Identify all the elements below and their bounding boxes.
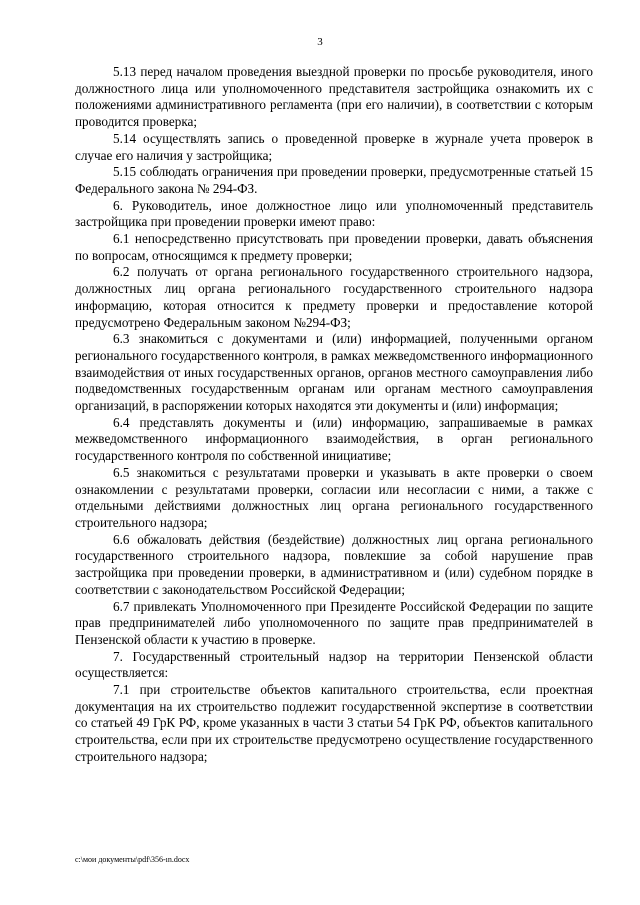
paragraph-6-5: 6.5 знакомиться с результатами проверки и указывать в акте проверки о своем ознакомлении с результатами проверки, согласии или несогласии с ними, а также с отдельными действиями должностных лиц органа регионального государственного строительного надзора; [75,464,593,530]
paragraph-6-4: 6.4 представлять документы и (или) информацию, запрашиваемые в рамках межведомственного информационного взаимодействия, в орган регионального государственного контроля по собственной инициативе; [75,414,593,464]
paragraph-6: 6. Руководитель, иное должностное лицо или уполномоченный представитель застройщика при проведении проверки имеют право: [75,197,593,230]
paragraph-6-3: 6.3 знакомиться с документами и (или) информацией, полученными органом регионального государственного контроля, в рамках межведомственного информационного взаимодействия от иных государственных органов, органов местного самоуправления либо подведомственных государственным органам или органам местного самоуправления организаций, в распоряжении которых находятся эти документы и (или) информация; [75,331,593,414]
paragraph-7-1: 7.1 при строительстве объектов капитального строительства, если проектная документация на их строительство подлежит государственной экспертизе в соответствии со статьей 49 ГрК РФ, кроме указанных в части 3 статьи 54 ГрК РФ, объектов капитального строительства, если при их строительстве предусмотрено осуществление государственного строительного надзора; [75,682,593,764]
paragraph-6-1: 6.1 непосредственно присутствовать при проведении проверки, давать объяснения по вопросам, относящимся к предмету проверки; [75,231,593,263]
paragraph-6-7: 6.7 привлекать Уполномоченного при Президенте Российской Федерации по защите прав предпринимателей либо уполномоченного по защите прав предпринимателей в Пензенской области к участию в проверке. [75,598,593,647]
paragraph-7: 7. Государственный строительный надзор на территории Пензенской области осуществляется: [75,648,593,681]
page-number: 3 [317,36,323,48]
paragraph-5-15: 5.15 соблюдать ограничения при проведении проверки, предусмотренные статьей 15 Федерального закона № 294-ФЗ. [75,164,593,196]
paragraph-6-6: 6.6 обжаловать действия (бездействие) должностных лиц органа регионального государственного строительного надзора, повлекшие за собой нарушение прав застройщика при проведении проверки, в административном и (или) судебном порядке в соответствии с законодательством Российской Федерации; [75,531,593,597]
paragraph-5-13: 5.13 перед началом проведения выездной проверки по просьбе руководителя, иного должностного лица или уполномоченного представителя застройщика ознакомить их с положениями административного регламента (при его наличии), в соответствии с которым проводится проверка; [75,64,593,130]
paragraph-5-14: 5.14 осуществлять запись о проведенной проверке в журнале учета проверок в случае его наличия у застройщика; [75,130,593,163]
footer-file-path: c:\мои документы\pdf\356-ın.docx [75,855,190,864]
document-body [75,64,593,766]
paragraph-6-2: 6.2 получать от органа регионального государственного строительного надзора, должностных лиц органа регионального государственного строительного надзора информацию, которая относится к предмету проверки и предоставление которой предусмотрено Федеральным законом №294-ФЗ; [75,264,593,330]
